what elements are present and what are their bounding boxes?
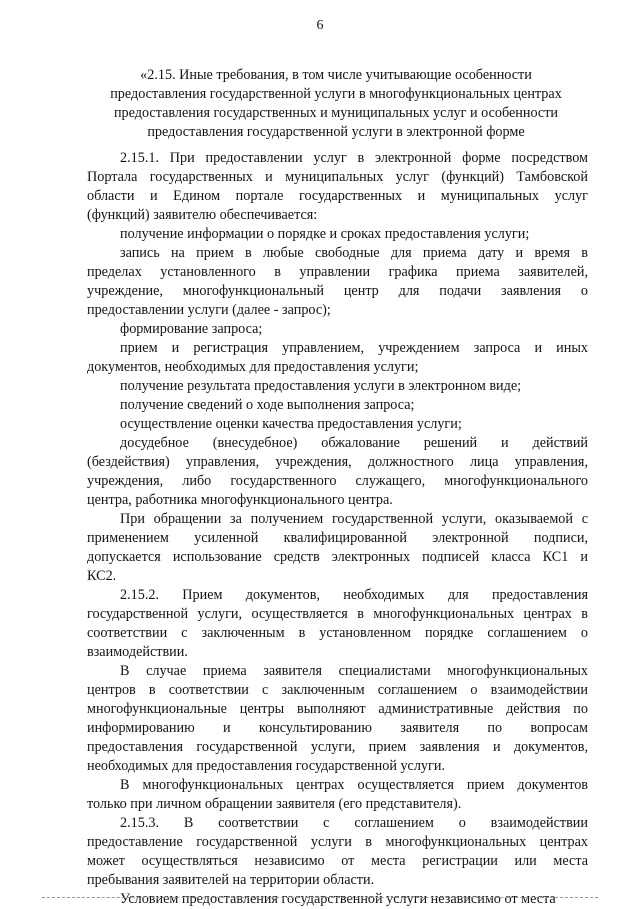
heading-line: «2.15. Иные требования, в том числе учитывающие особенности <box>140 67 532 83</box>
text-line: (бездействия) управления, учреждения, должностного лица управления, <box>87 454 588 470</box>
heading-line: предоставления государственной услуги в многофункциональных центрах <box>110 86 562 102</box>
text-line: Портала государственных и муниципальных услуг (функций) Тамбовской <box>87 169 588 185</box>
text-line: только при личном обращении заявителя (его представителя). <box>87 796 462 812</box>
text-line: предоставлении услуги (далее - запрос); <box>87 302 331 318</box>
text-line: применением усиленной квалифицированной электронной подписи, <box>87 530 588 546</box>
text-line: предоставления государственной услуги, прием заявления и документов, <box>87 739 588 755</box>
paragraph <box>87 510 588 586</box>
text-line: 2.15.3. В соответствии с соглашением о взаимодействии <box>120 815 588 831</box>
text-line: досудебное (внесудебное) обжалование решений и действий <box>120 435 588 451</box>
paragraph <box>87 890 588 909</box>
paragraph <box>87 814 588 890</box>
text-line: информированию и консультированию заявителя по вопросам <box>87 720 588 736</box>
paragraph <box>87 149 588 225</box>
text-line: соответствии с заключенным в установленном порядке соглашением о <box>87 625 588 641</box>
text-line: центров в соответствии с заключенным соглашением о взаимодействии <box>87 682 588 698</box>
text-line: формирование запроса; <box>120 321 263 337</box>
paragraph <box>87 776 588 814</box>
text-line: пребывания заявителей на территории области. <box>87 872 375 888</box>
text-line: получение результата предоставления услуги в электронном виде; <box>120 378 522 394</box>
paragraph <box>87 320 588 339</box>
text-line: получение информации о порядке и сроках предоставления услуги; <box>120 226 530 242</box>
page-number: 6 <box>316 18 324 33</box>
text-line: прием и регистрация управлением, учреждением запроса и иных <box>120 340 588 356</box>
text-line: области и Едином портале государственных и муниципальных услуг <box>87 188 588 204</box>
text-line: учреждения, либо государственного служащего, многофункционального <box>87 473 588 489</box>
section-heading <box>86 66 586 142</box>
text-line: пределах установленного в управлении графика приема заявителей, <box>87 264 588 280</box>
paragraph <box>87 377 588 396</box>
paragraph <box>87 225 588 244</box>
text-line: При обращении за получением государственной услуги, оказываемой с <box>120 511 588 527</box>
paragraph <box>87 662 588 776</box>
paragraph <box>87 434 588 510</box>
text-line: осуществление оценки качества предоставления услуги; <box>120 416 462 432</box>
text-line: государственной услуги, осуществляется в многофункциональных центрах в <box>87 606 588 622</box>
text-line: многофункциональные центры выполняют административные действия по <box>87 701 588 717</box>
text-line: (функций) заявителю обеспечивается: <box>87 207 318 223</box>
text-line: КС2. <box>87 568 117 584</box>
text-line: документов, необходимых для предоставления услуги; <box>87 359 419 375</box>
text-line: допускается использование средств электронных подписей класса КС1 и <box>87 549 588 565</box>
paragraph <box>87 244 588 320</box>
text-line: получение сведений о ходе выполнения запроса; <box>120 397 415 413</box>
document-body <box>87 149 588 909</box>
text-line: В случае приема заявителя специалистами многофункциональных <box>120 663 588 679</box>
text-line: центра, работника многофункционального центра. <box>87 492 393 508</box>
text-line: необходимых для предоставления государственной услуги. <box>87 758 445 774</box>
text-line: предоставление государственной услуги в многофункциональных центрах <box>87 834 588 850</box>
paragraph <box>87 396 588 415</box>
heading-line: предоставления государственной услуги в электронной форме <box>147 124 525 140</box>
paragraph <box>87 586 588 662</box>
paragraph <box>87 415 588 434</box>
text-line: 2.15.2. Прием документов, необходимых для предоставления <box>120 587 588 603</box>
paragraph <box>87 339 588 377</box>
text-line: учреждение, многофункциональный центр для подачи заявления о <box>87 283 588 299</box>
text-line: взаимодействии. <box>87 644 188 660</box>
heading-line: предоставления государственных и муниципальных услуг и особенности <box>113 105 559 121</box>
text-line: В многофункциональных центрах осуществляется прием документов <box>120 777 588 793</box>
text-line: может осуществляться независимо от места регистрации или места <box>87 853 588 869</box>
page-bottom-edge <box>42 897 598 898</box>
text-line: 2.15.1. При предоставлении услуг в электронной форме посредством <box>120 150 588 166</box>
text-line: запись на прием в любые свободные для приема дату и время в <box>120 245 588 261</box>
text-line: Условием предоставления государственной услуги независимо от места <box>120 891 556 907</box>
